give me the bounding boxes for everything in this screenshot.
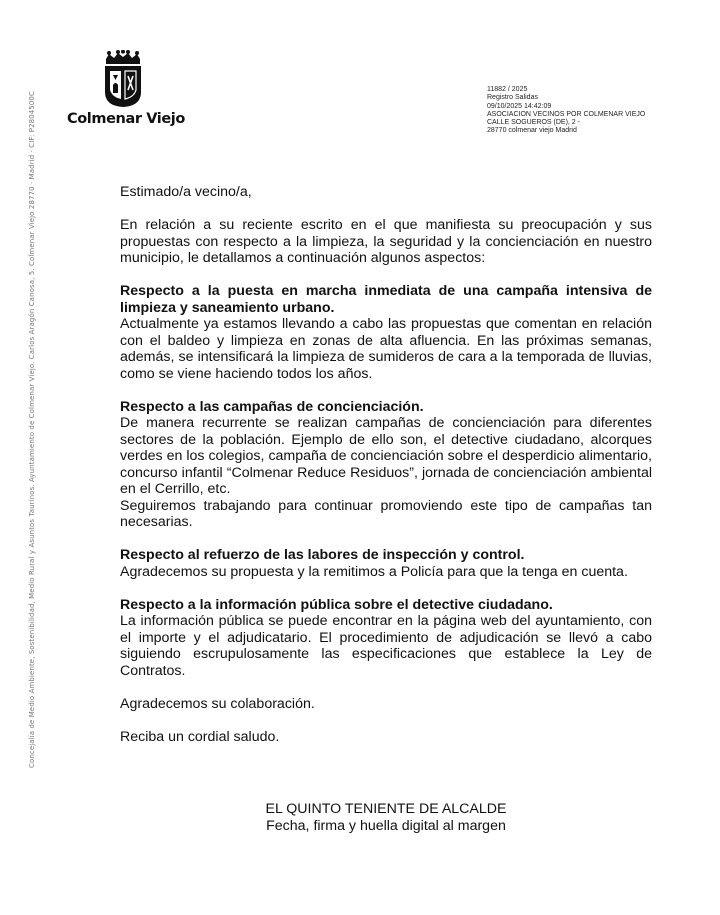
registry-stamp xyxy=(487,86,702,136)
greeting: Estimado/a vecino/a, xyxy=(120,184,252,200)
registry-datetime: 09/10/2025 14:42:09 xyxy=(487,102,552,110)
closing-line: Reciba un cordial saludo. xyxy=(120,728,280,745)
intro-paragraph: En relación a su reciente escrito en el que manifiesta su preocupación y sus propuestas con respecto a la limpieza, la seguridad y la concienciación en nuestro municipio, le detallamos a continuación algunos aspectos: xyxy=(120,217,652,266)
section-heading-inspection: Respecto al refuerzo de las labores de inspección y control. xyxy=(120,547,525,563)
section-body-public-info: La información pública se puede encontrar en la página web del ayuntamiento, con el importe y el adjudicatario. El procedimiento de adjudicación se llevó a cabo siguiendo escrupulosamente las especificaciones que establece la Ley de Contratos. xyxy=(120,613,652,679)
section-heading-public-info: Respecto a la información pública sobre el detective ciudadano. xyxy=(120,596,553,613)
coat-of-arms-icon xyxy=(100,50,146,108)
section-body-cleaning: Actualmente ya estamos llevando a cabo las propuestas que comentan en relación con el baldeo y limpieza en zonas de alta afluencia. En las próximas semanas, además, se intensificará la limpieza de sumideros de cara a la temporada de lluvias, como se viene haciendo todos los años. xyxy=(120,316,652,382)
section-body-awareness-continued: Seguiremos trabajando para continuar promoviendo este tipo de campañas tan necesarias. xyxy=(120,497,652,530)
signatory-title: EL QUINTO TENIENTE DE ALCALDE xyxy=(265,801,507,817)
municipal-logo xyxy=(62,50,187,132)
signature-block xyxy=(200,801,572,835)
vertical-margin-note: Concejalía de Medio Ambiente, Sostenibilidad, Medio Rural y Asuntos Taurinos. Ayuntamiento de Colmenar Viejo. Carlos Aragón Canosa, 5. Colmenar Viejo 28770 · Madrid · CIF: P2804500C xyxy=(28,91,36,768)
registry-book: Registro Salidas xyxy=(487,94,538,102)
section-heading-cleaning: Respecto a la puesta en marcha inmediata de una campaña intensiva de limpieza y saneamiento urbano. xyxy=(120,283,652,316)
signature-note: Fecha, firma y huella digital al margen xyxy=(266,818,506,834)
section-body-inspection: Agradecemos su propuesta y la remitimos a Policía para que la tenga en cuenta. xyxy=(120,563,628,580)
registry-street: CALLE SOGUEROS (DE), 2 - xyxy=(487,119,580,127)
section-body-awareness: De manera recurrente se realizan campañas de concienciación para diferentes sectores de la población. Ejemplo de ello son, el detective ciudadano, alcorques verdes en los colegios, campaña de concienciación sobre el desperdicio alimentario, concurso infantil “Colmenar Reduce Residuos”, jornada de concienciación ambiental en el Cerrillo, etc. xyxy=(120,415,652,497)
registry-addressee: ASOCIACION VECINOS POR COLMENAR VIEJO xyxy=(487,110,646,118)
thanks-line: Agradecemos su colaboración. xyxy=(120,695,315,712)
registry-postal: 28770 colmenar viejo Madrid xyxy=(487,127,577,135)
logo-wordmark: Colmenar Viejo xyxy=(67,111,185,127)
registry-number: 11882 / 2025 xyxy=(487,86,528,93)
letter-body xyxy=(120,184,652,745)
section-heading-awareness: Respecto a las campañas de concienciación. xyxy=(120,398,424,415)
